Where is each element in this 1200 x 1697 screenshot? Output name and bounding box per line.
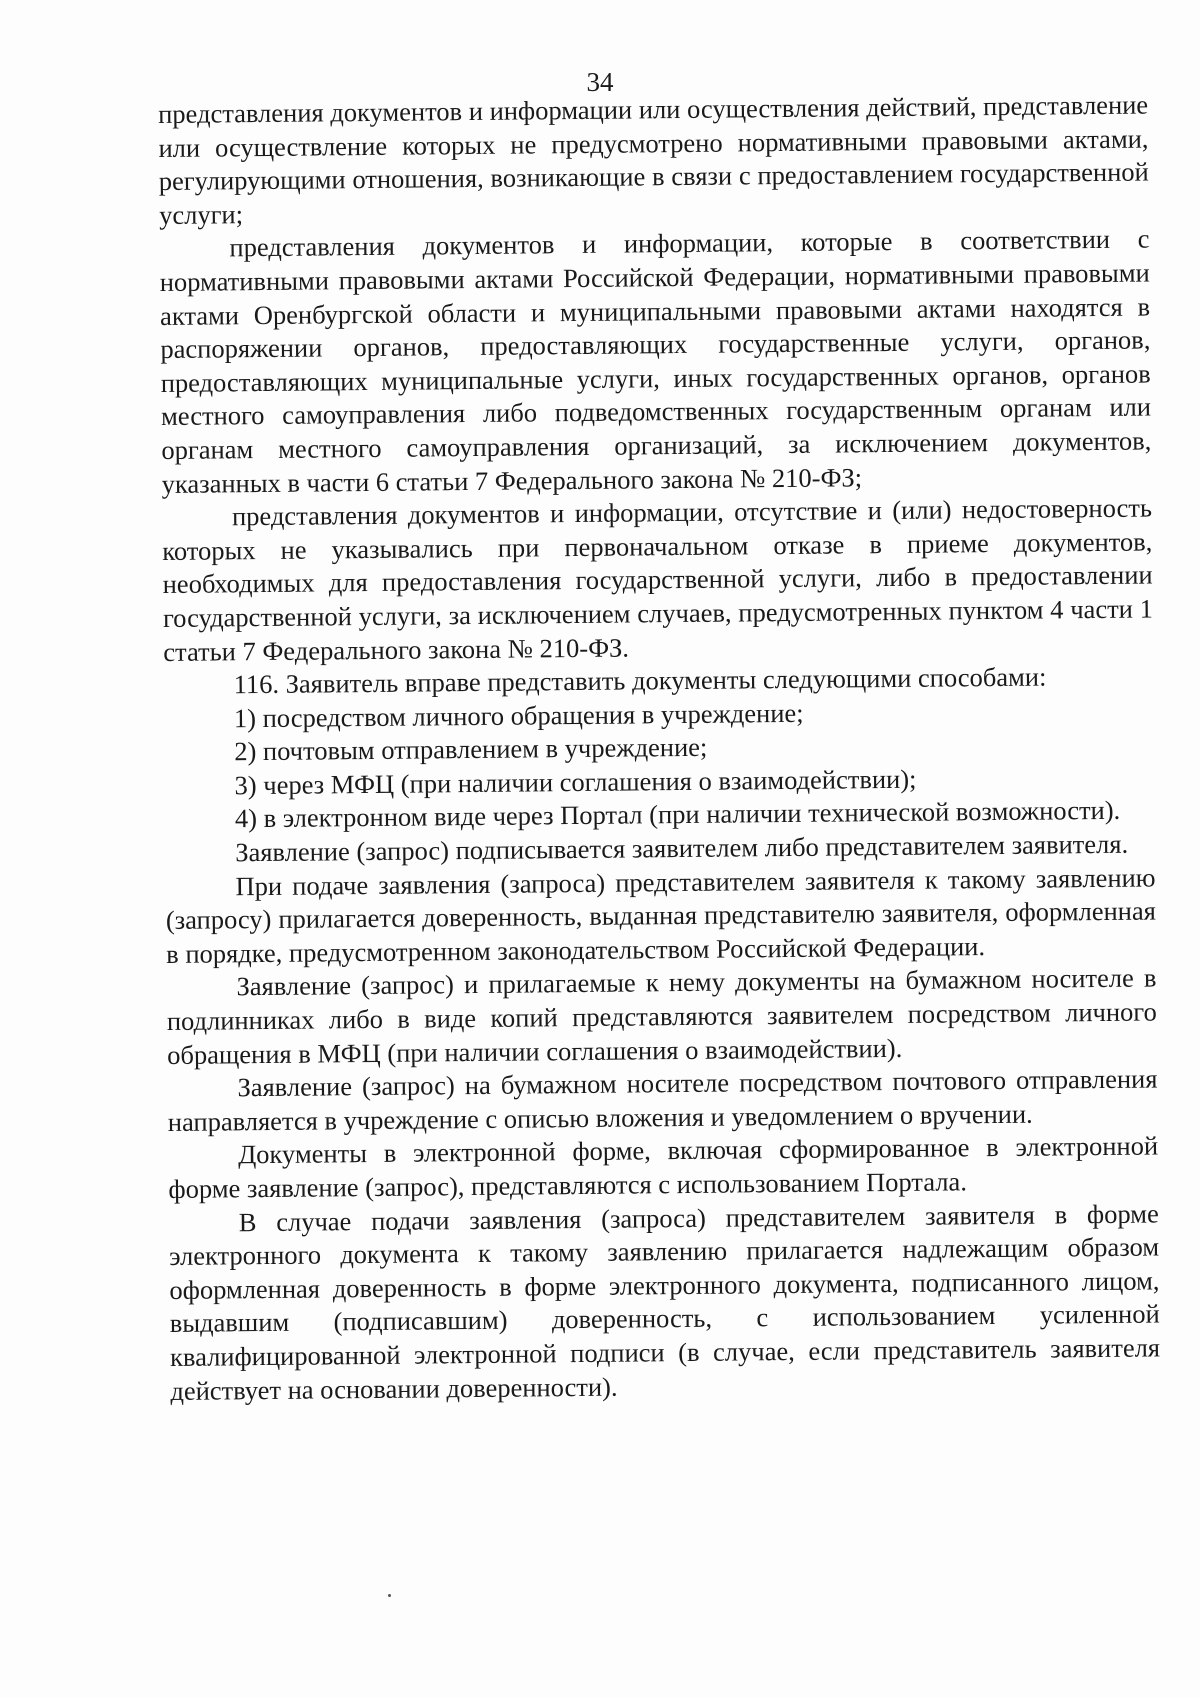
list-item: 2) почтовым отправлением в учреждение; — [234, 732, 708, 767]
paragraph: В случае подачи заявления (запроса) представителем заявителя в форме электронного документа к такому заявлению прилагается надлежащим образом оформленная доверенность в форме электронного документа, подписанного лицом, выдавшим (подписавшим) доверенность, с использованием усиленной квалифицированной электронной подписи (в случае, если представитель заявителя действует на основании доверенности). — [168, 1198, 1161, 1406]
page-number: 34 — [586, 67, 614, 97]
paragraph: Заявление (запрос) на бумажном носителе посредством почтового отправления направляется в учреждение с описью вложения и уведомлением о вручении. — [167, 1063, 1158, 1137]
list-item: 3) через МФЦ (при наличии соглашения о взаимодействии); — [234, 763, 917, 801]
paragraph: Заявление (запрос) и прилагаемые к нему документы на бумажном носителе в подлинниках либо в виде копий представляются заявителем посредством личного обращения в МФЦ (при наличии соглашения о взаимодействии). — [166, 962, 1157, 1070]
paragraph: 116. Заявитель вправе представить документы следующими способами: — [233, 661, 1047, 700]
paragraph: представления документов и информации, которые в соответствии с нормативными правовыми актами Российской Федерации, нормативными правовыми актами Оренбургской области и муниципальными правовыми актами находятся в распоряжении органов, предоставляющих государственные услуги, органов, предоставляющих муниципальные услуги, иных государственных органов, органов местного самоуправления либо подведомственных государственным органам или органам местного самоуправления организаций, за исключением документов, указанных в части 6 статьи 7 Федерального закона № 210-ФЗ; — [159, 223, 1152, 499]
document-body — [158, 88, 1161, 1408]
scan-speck — [388, 1594, 391, 1597]
paragraph: Заявление (запрос) подписывается заявителем либо представителем заявителя. — [235, 828, 1129, 868]
paragraph: При подаче заявления (запроса) представителем заявителя к такому заявлению (запросу) прилагается доверенность, выданная представителю заявителя, оформленная в порядке, предусмотренном законодательством Российской Федерации. — [165, 862, 1156, 969]
paragraph: представления документов и информации или осуществления действий, представление или осуществление которых не предусмотрено нормативными правовыми актами, регулирующими отношения, возникающие в связи с предоставлением государственной услуги; — [158, 89, 1149, 230]
paragraph: Документы в электронной форме, включая сформированное в электронной форме заявление (запрос), представляются с использованием Портала. — [168, 1130, 1159, 1204]
list-item: 1) посредством личного обращения в учреждение; — [233, 697, 804, 733]
list-item: 4) в электронном виде через Портал (при наличии технической возможности). — [234, 795, 1121, 834]
paragraph: представления документов и информации, отсутствие и (или) недостоверность которых не указывались при первоначальном отказе в приеме документов, необходимых для предоставления государственной услуги, либо в предоставлении государственной услуги, за исключением случаев, предусмотренных пунктом 4 части 1 статьи 7 Федерального закона № 210-ФЗ. — [162, 492, 1154, 667]
